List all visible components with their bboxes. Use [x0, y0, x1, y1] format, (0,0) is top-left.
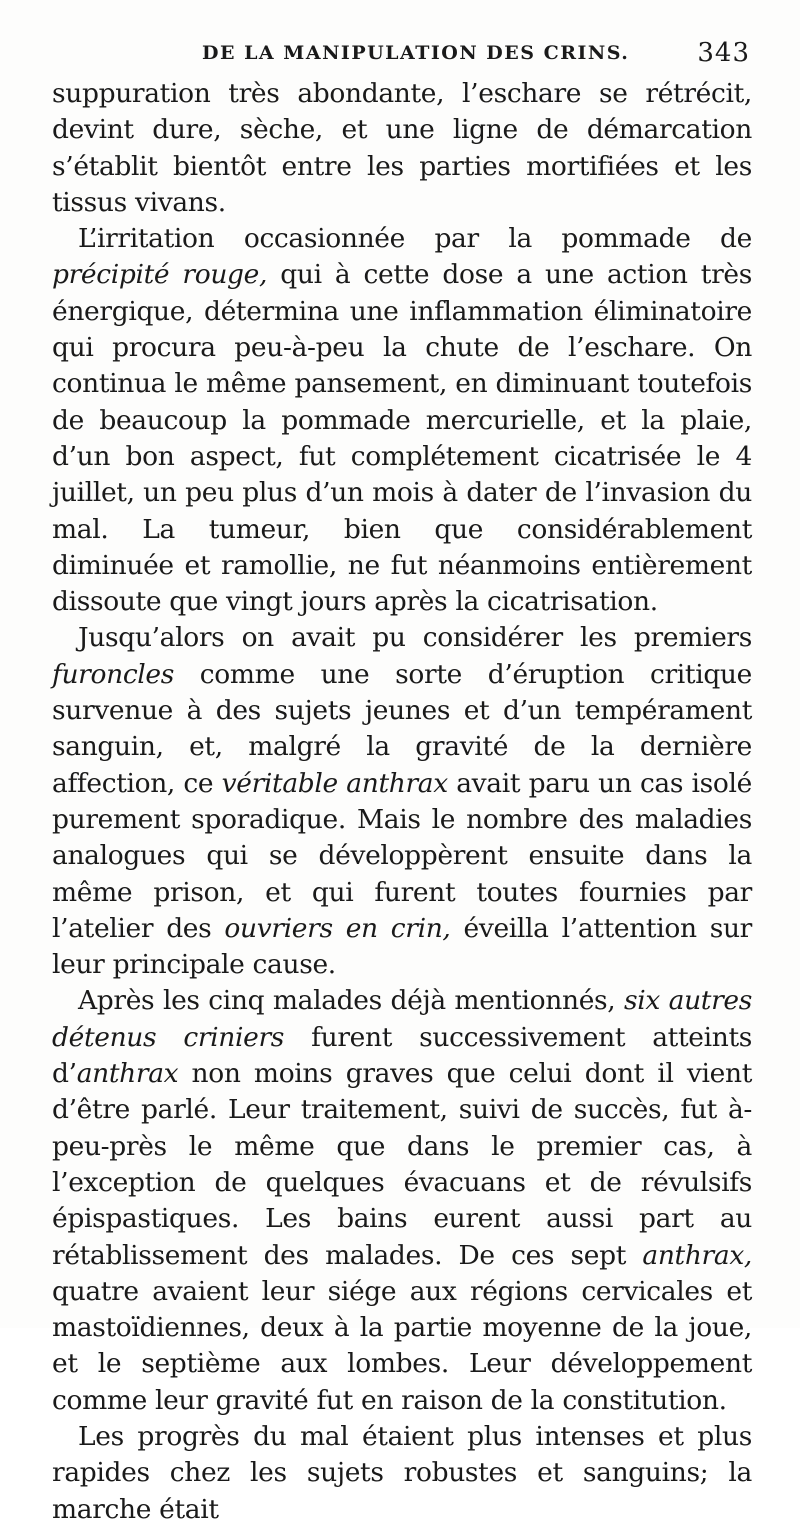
- p2-emphasis-1: précipité rouge,: [52, 259, 268, 291]
- running-head: [50, 34, 758, 70]
- paragraph-2: [52, 221, 752, 620]
- p3-c: avait paru un cas isolé purement sporadique. Mais le nombre des maladies analogues qui se développèrent ensuite dans la même prison, et qui furent toutes fournies par l’atelier des: [52, 767, 752, 944]
- p3-emphasis-2: véritable anthrax: [221, 767, 448, 799]
- p3-emphasis-3: ouvriers en crin,: [224, 912, 451, 944]
- p2-b: qui à cette dose a une action très énergique, détermina une inflammation éliminatoire qui procura peu-à-peu la chute de l’eschare. On continua le même pansement, en diminuant toutefois de beaucoup la pommade mercurielle, et la plaie, d’un bon aspect, fut complétement cicatrisée le 4 juillet, un peu plus d’un mois à dater de l’invasion du mal. La tumeur, bien que considérablement diminuée et ramollie, ne fut néanmoins entièrement dissoute que vingt jours après la cicatrisation.: [52, 259, 753, 618]
- paragraph-3: [52, 620, 752, 983]
- p4-d: quatre avaient leur siége aux régions cervicales et mastoïdiennes, deux à la partie moyenne de la joue, et le septième aux lombes. Leur développement comme leur gravité fut en raison de la constitution.: [52, 1275, 752, 1416]
- p3-d: éveilla l’attention sur leur principale cause.: [52, 912, 752, 981]
- p3-emphasis-1: furoncles: [52, 658, 175, 690]
- paragraph-4: [52, 983, 752, 1419]
- p1-text: suppuration très abondante, l’eschare se rétrécit, devint dure, sèche, et une ligne de démarcation s’établit bientôt entre les parties mortifiées et les tissus vivans.: [52, 78, 752, 218]
- paragraph-5: [52, 1419, 752, 1528]
- p5-text: Les progrès du mal étaient plus intenses et plus rapides chez les sujets robustes et sanguins; la marche était: [52, 1420, 752, 1525]
- p3-a: Jusqu’alors on avait pu considérer les premiers: [78, 622, 752, 654]
- running-title: DE LA MANIPULATION DES CRINS.: [202, 42, 630, 64]
- p4-b: furent successivement atteints d’: [52, 1021, 753, 1090]
- p4-emphasis-2: anthrax: [76, 1058, 179, 1090]
- p3-b: comme une sorte d’éruption critique survenue à des sujets jeunes et d’un tempérament sanguin, et, malgré la gravité de la dernière affection, ce: [52, 658, 752, 799]
- p4-a: Après les cinq malades déjà mentionnés,: [78, 985, 625, 1017]
- p4-emphasis-1: six autres détenus criniers: [52, 985, 752, 1053]
- body-text: [52, 76, 752, 1528]
- p2-a: L’irritation occasionnée par la pommade de: [78, 223, 752, 255]
- page-number: 343: [697, 38, 750, 68]
- p4-c: non moins graves que celui dont il vient d’être parlé. Leur traitement, suivi de succès, fut à-peu-près le même que dans le premier cas, à l’exception de quelques évacuans et de révulsifs épispastiques. Les bains eurent aussi part au rétablissement des malades. De ces sept: [52, 1058, 752, 1271]
- p4-emphasis-3: anthrax,: [642, 1239, 752, 1271]
- paragraph-1: [52, 76, 752, 221]
